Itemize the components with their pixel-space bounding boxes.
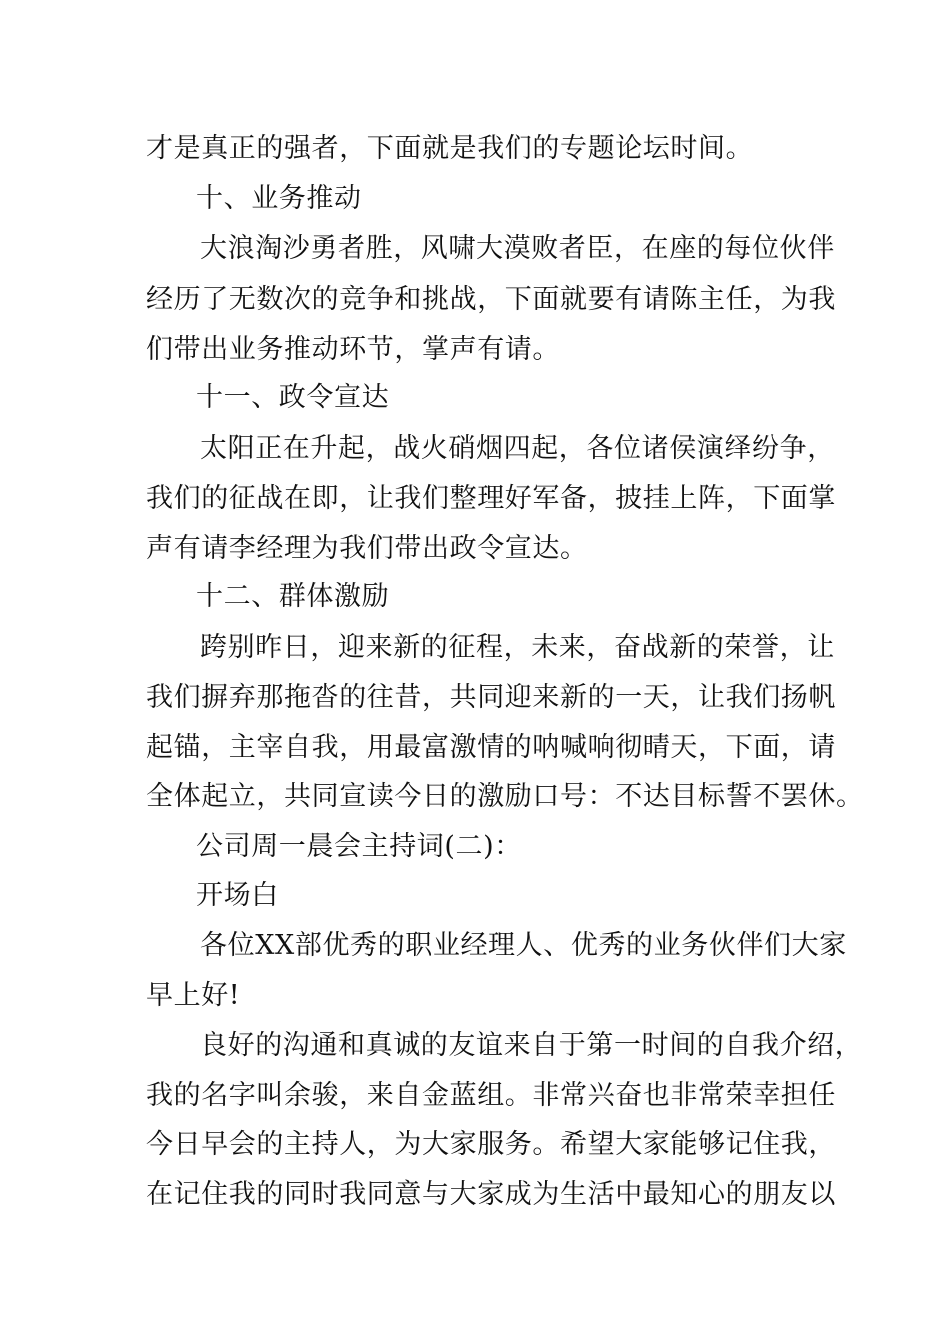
text-line: 大浪淘沙勇者胜，风啸大漠败者臣，在座的每位伙伴 bbox=[200, 233, 835, 264]
text-line: 们带出业务推动环节，掌声有请。 bbox=[146, 334, 560, 365]
text-line: 跨别昨日，迎来新的征程，未来，奋战新的荣誉，让 bbox=[200, 632, 835, 663]
text-line: 太阳正在升起，战火硝烟四起，各位诸侯演绎纷争， bbox=[200, 433, 835, 464]
text-line: 才是真正的强者，下面就是我们的专题论坛时间。 bbox=[146, 133, 754, 164]
text-line: 良好的沟通和真诚的友谊来自于第一时间的自我介绍， bbox=[200, 1030, 863, 1061]
text-line: 我的名字叫余骏，来自金蓝组。非常兴奋也非常荣幸担任 bbox=[146, 1080, 836, 1111]
text-line: 早上好! bbox=[146, 980, 241, 1011]
text-line: 我们摒弃那拖沓的往昔，共同迎来新的一天，让我们扬帆 bbox=[146, 682, 836, 713]
text-line: 经历了无数次的竞争和挑战，下面就要有请陈主任，为我 bbox=[146, 284, 836, 315]
text-line: 全体起立，共同宣读今日的激励口号：不达目标誓不罢休。 bbox=[146, 781, 864, 812]
section-heading: 公司周一晨会主持词(二)： bbox=[196, 831, 522, 862]
text-line: 起锚，主宰自我，用最富激情的呐喊响彻晴天，下面，请 bbox=[146, 732, 836, 763]
text-line: 声有请李经理为我们带出政令宣达。 bbox=[146, 533, 588, 564]
text-line: 我们的征战在即，让我们整理好军备，披挂上阵，下面掌 bbox=[146, 483, 836, 514]
text-line: 在记住我的同时我同意与大家成为生活中最知心的朋友以 bbox=[146, 1179, 836, 1210]
section-heading: 十一、政令宣达 bbox=[196, 382, 390, 413]
section-heading: 十、业务推动 bbox=[196, 183, 362, 214]
section-heading: 十二、群体激励 bbox=[196, 581, 390, 612]
section-heading: 开场白 bbox=[196, 880, 279, 911]
text-line: 各位XX部优秀的职业经理人、优秀的业务伙伴们大家 bbox=[200, 930, 847, 961]
text-line: 今日早会的主持人，为大家服务。希望大家能够记住我， bbox=[146, 1129, 836, 1160]
